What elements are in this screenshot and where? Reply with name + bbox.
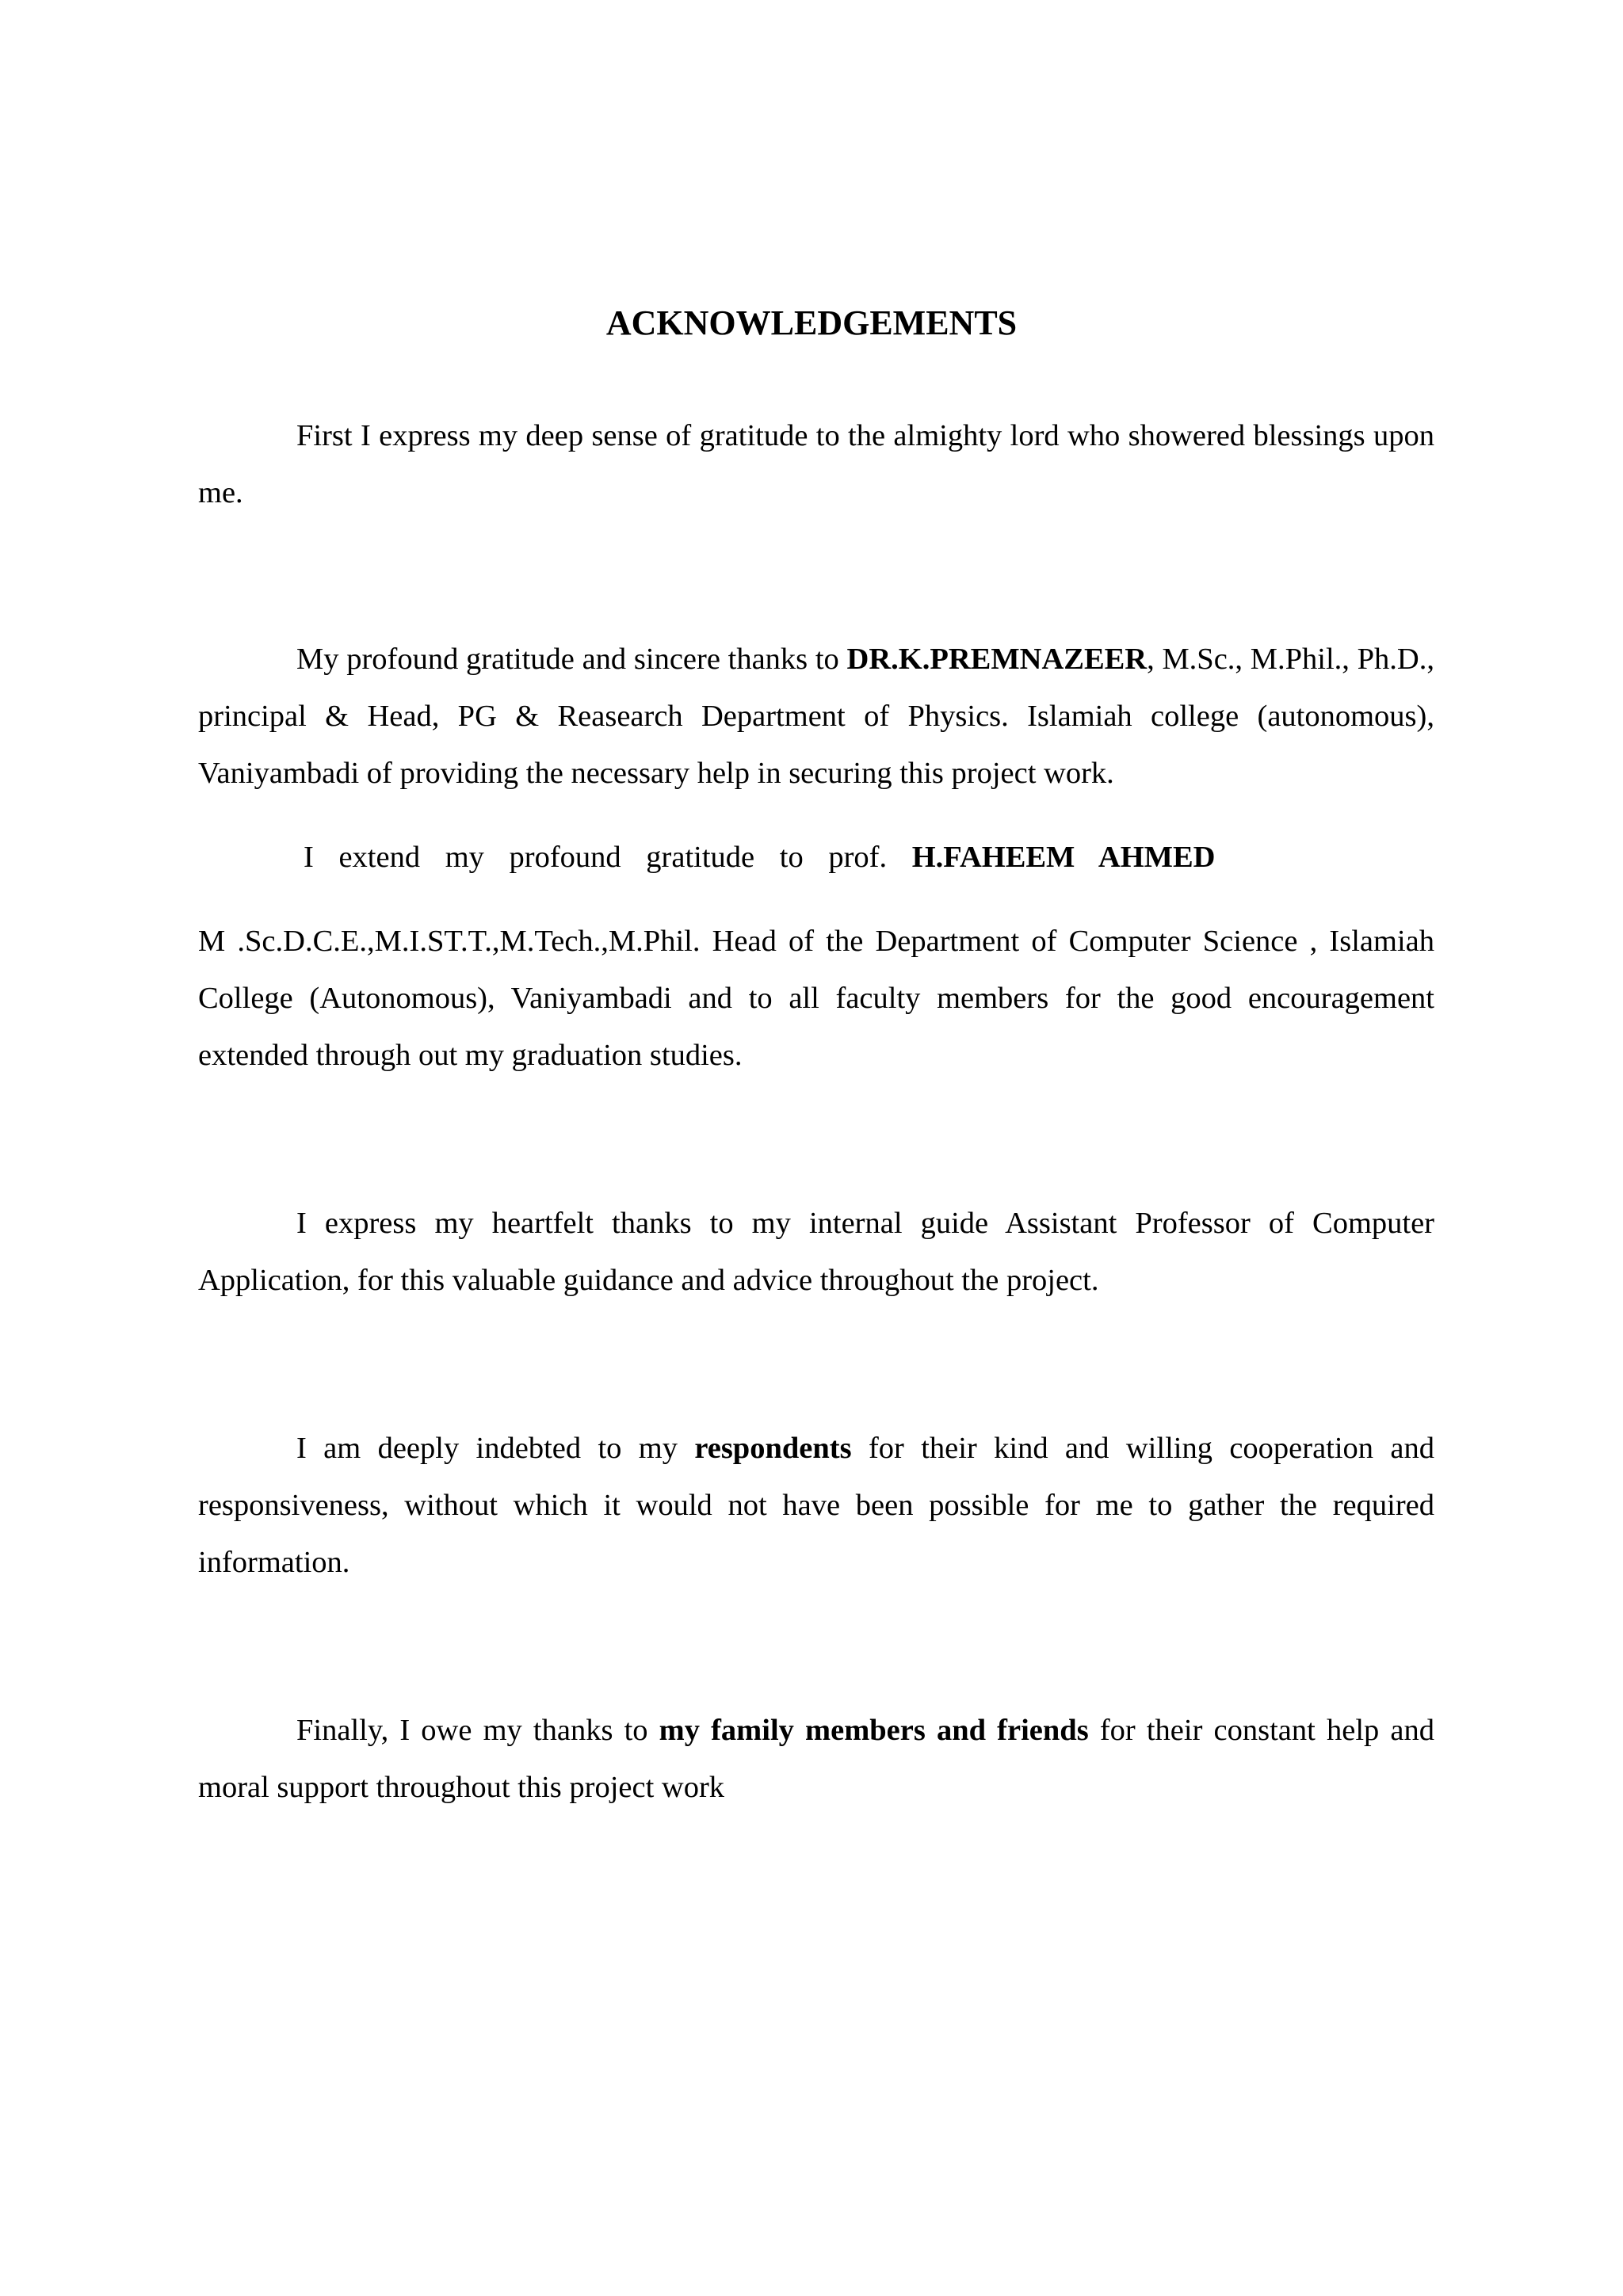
- paragraph-text-after: for their constant help and moral support throughout this project work: [198, 1714, 1434, 1804]
- paragraph-thanks-professor-intro: [198, 829, 1540, 886]
- paragraph-text-after: for their kind and willing cooperation and responsiveness, without which it would not have been possible for me to gather the required information.: [198, 1432, 1434, 1579]
- paragraph-gratitude-lord: [198, 407, 1434, 521]
- paragraph-thanks-guide: [198, 1195, 1434, 1309]
- paragraph-text-before: My profound gratitude and sincere thanks to: [296, 643, 847, 676]
- paragraph-text: I express my heartfelt thanks to my internal guide Assistant Professor of Computer Application, for this valuable guidance and advice throughout the project.: [198, 1207, 1434, 1297]
- page-title: ACKNOWLEDGEMENTS: [605, 303, 1018, 342]
- paragraph-thanks-family: [198, 1702, 1434, 1816]
- principal-name: DR.K.PREMNAZEER: [846, 643, 1148, 676]
- paragraph-text-before: Finally, I owe my thanks to: [296, 1714, 659, 1747]
- family-emphasis: my family members and friends: [659, 1714, 1089, 1747]
- paragraph-text-before: I extend my profound gratitude to prof.: [304, 841, 912, 874]
- paragraph-thanks-department: [198, 913, 1434, 1084]
- paragraph-thanks-principal: [198, 631, 1434, 802]
- paragraph-text-before: I am deeply indebted to my: [296, 1432, 695, 1465]
- respondents-emphasis: respondents: [694, 1432, 852, 1465]
- professor-name: H.FAHEEM AHMED: [911, 841, 1216, 874]
- paragraph-text-after: , M.Sc., M.Phil., Ph.D., principal & Head, PG & Reasearch Department of Physics. Islamiah college (autonomous), Vaniyambadi of providing the necessary help in securing this project work.: [198, 643, 1434, 790]
- paragraph-text: First I express my deep sense of gratitude to the almighty lord who showered blessings upon me.: [198, 419, 1434, 509]
- paragraph-text: M .Sc.D.C.E.,M.I.ST.T.,M.Tech.,M.Phil. Head of the Department of Computer Science , Islamiah College (Autonomous), Vaniyambadi and to all faculty members for the good encouragement extended through out my graduation studies.: [198, 925, 1434, 1072]
- paragraph-thanks-respondents: [198, 1420, 1434, 1591]
